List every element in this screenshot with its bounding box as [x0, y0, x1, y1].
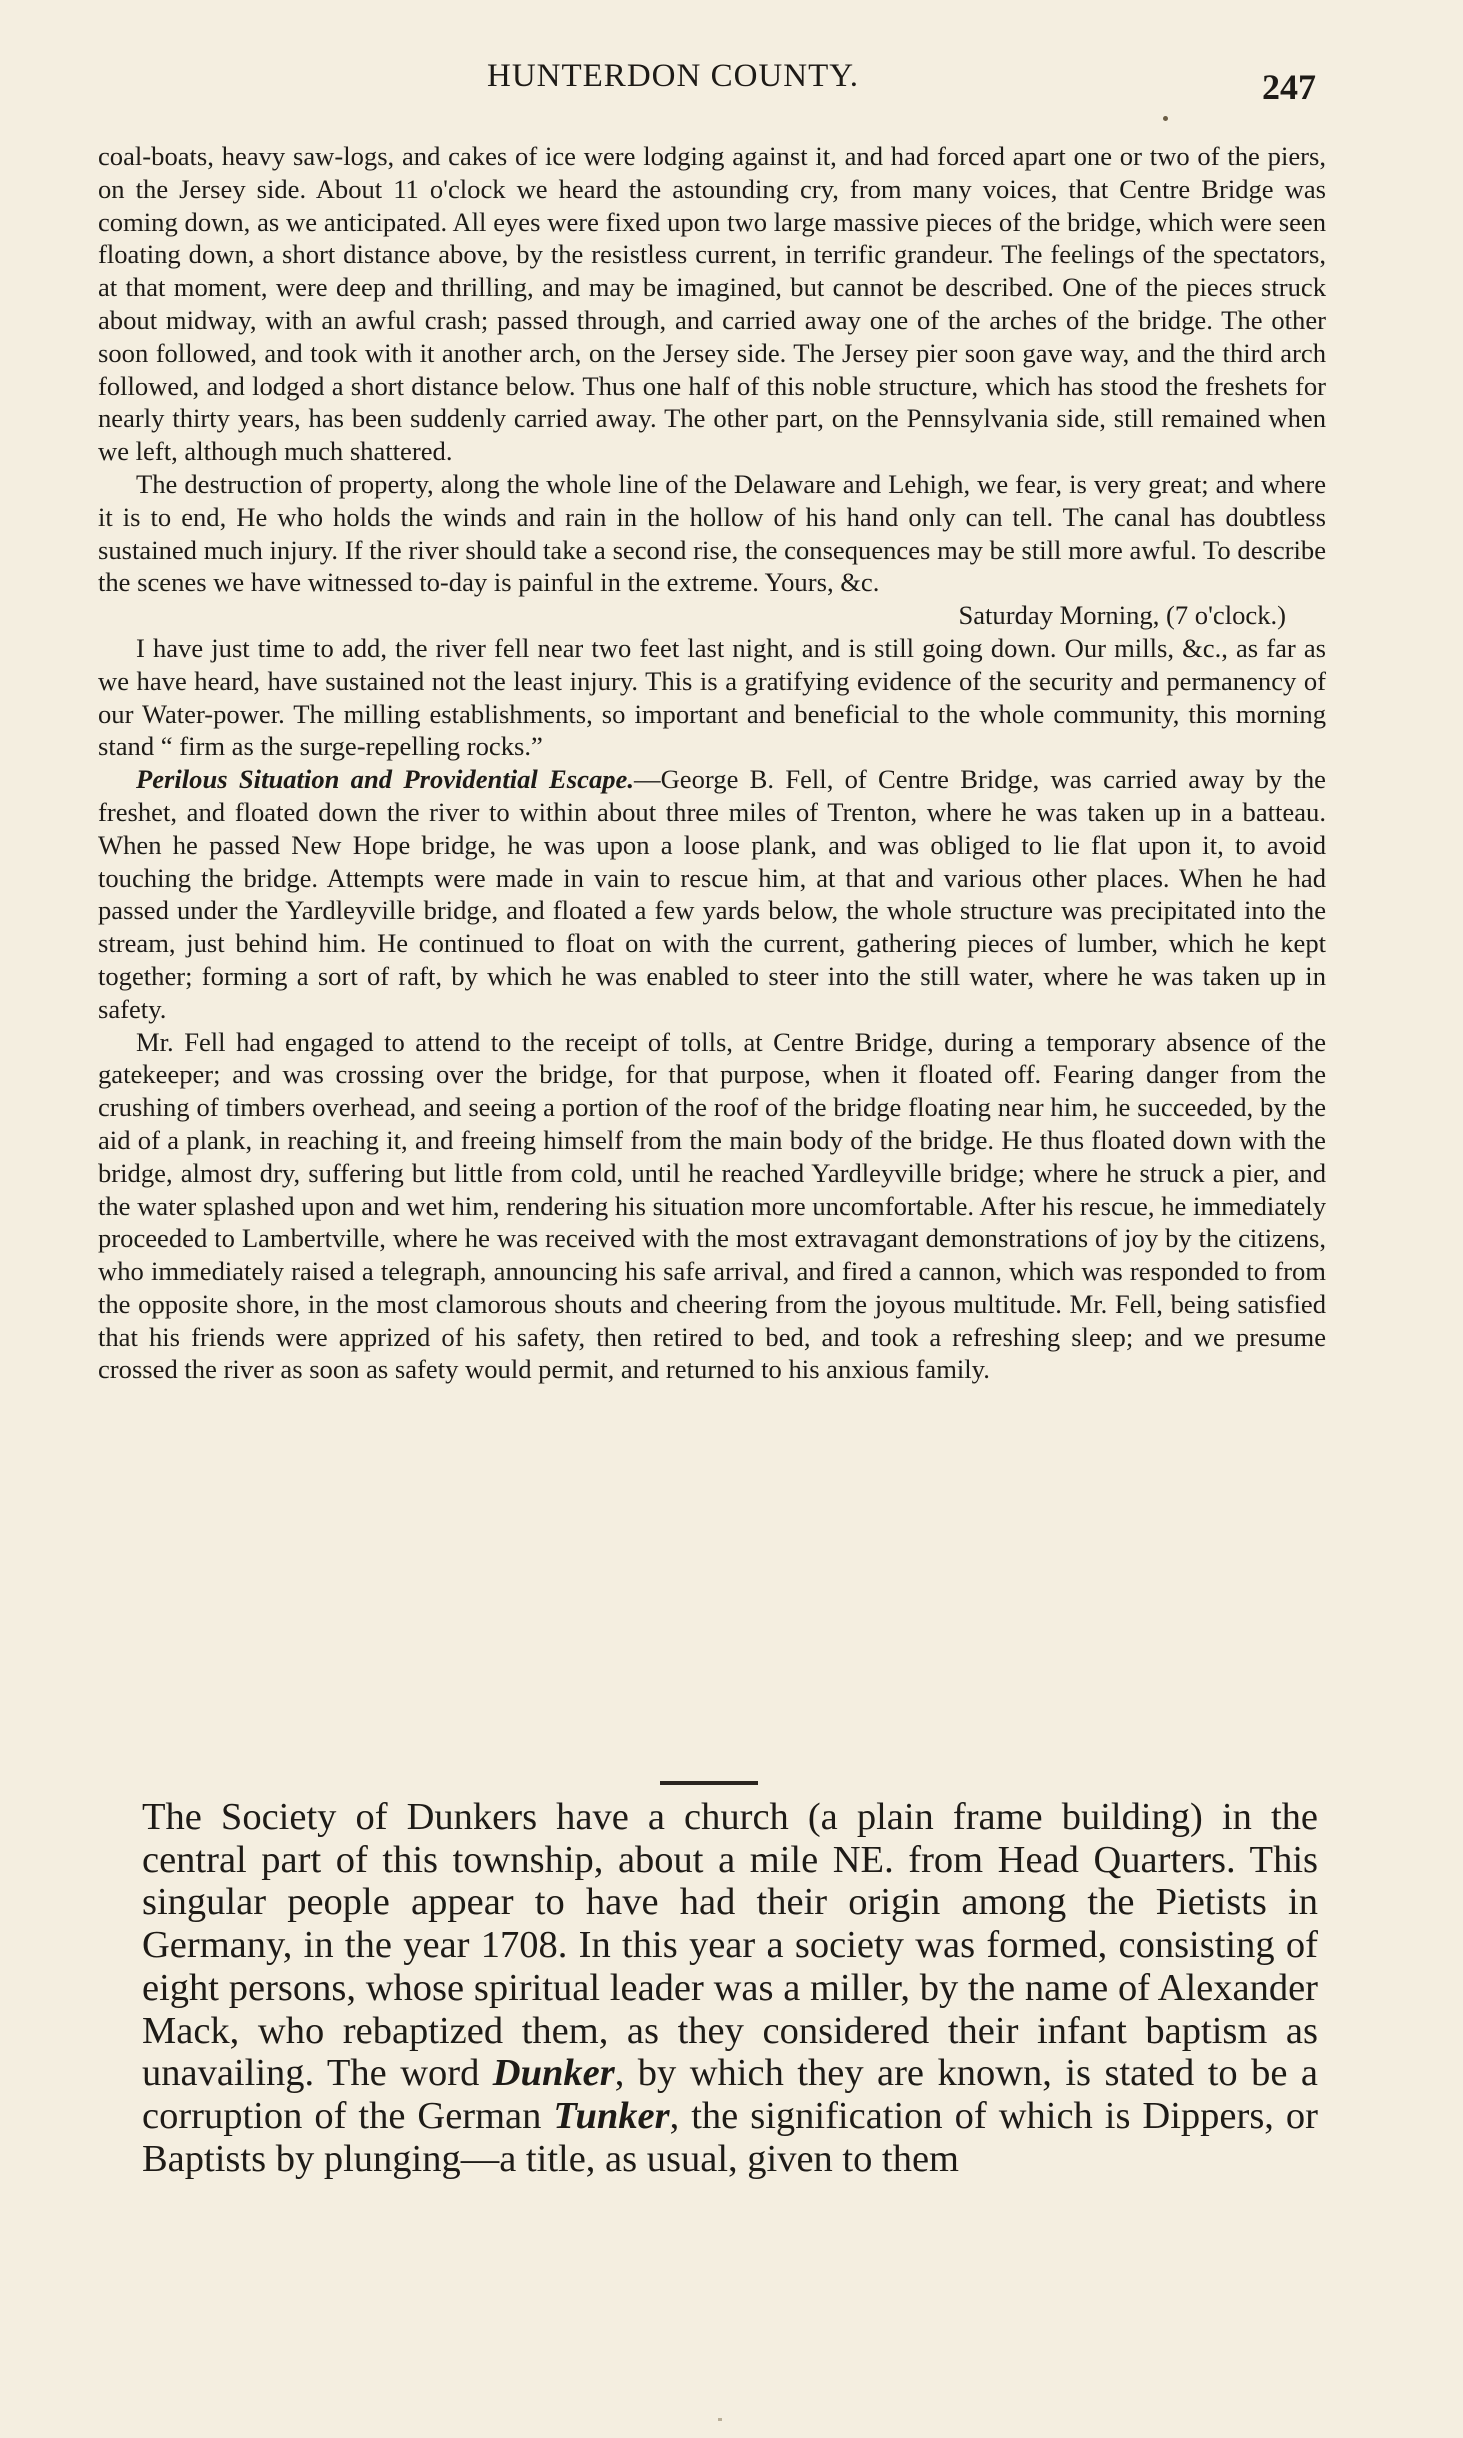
dateline: Saturday Morning, (7 o'clock.)	[958, 600, 1286, 631]
paragraph-destruction: The destruction of property, along the whole line of the Delaware and Lehigh, we fear, is very great; and where it is to end, He who holds the winds and rain in the hollow of his hand only can tell. The canal has doubtless sustained much injury. If the river should take a second rise, the consequences may be still more awful. To describe the scenes we have witnessed to-day is painful in the extreme. Yours, &c.	[98, 468, 1326, 598]
term-tunker: Tunker	[553, 2094, 670, 2137]
paragraph-dunkers	[142, 1796, 1318, 2180]
escape-heading: Perilous Situation and Providential Escape.	[136, 764, 634, 795]
paragraph-mr-fell: Mr. Fell had engaged to attend to the receipt of tolls, at Centre Bridge, during a temporary absence of the gatekeeper; and was crossing over the bridge, for that purpose, when it floated off. Fearing danger from the crushing of timbers overhead, and seeing a portion of the roof of the bridge floating near him, he succeeded, by the aid of a plank, in reaching it, and freeing himself from the main body of the bridge. He thus floated down with the bridge, almost dry, suffering but little from cold, until he reached Yardleyville bridge; where he struck a pier, and the water splashed upon and wet him, rendering his situation more uncomfortable. After his rescue, he immediately proceeded to Lambertville, where he was received with the most extravagant demonstrations of joy by the citizens, who immediately raised a telegraph, announcing his safe arrival, and fired a cannon, which was responded to from the opposite shore, in the most clamorous shouts and cheering from the joyous multitude. Mr. Fell, being satisfied that his friends were apprized of his safety, then retired to bed, and took a refreshing sleep; and we presume crossed the river as soon as safety would permit, and returned to his anxious family.	[98, 1026, 1326, 1385]
page-header	[0, 58, 1463, 108]
page-number: 247	[1262, 67, 1316, 107]
large-type-section	[142, 1796, 1318, 2180]
dunkers-text-2: , by which they are known, is stated to be a corruption of the German	[142, 2052, 1318, 2137]
ink-speck	[1163, 116, 1168, 121]
section-divider	[660, 1781, 758, 1785]
paragraph-perilous-escape	[98, 763, 1326, 1025]
term-dunker: Dunker	[492, 2052, 615, 2095]
paper-speck	[718, 2418, 722, 2421]
small-type-section	[98, 140, 1326, 1386]
dunkers-text-1: The Society of Dunkers have a church (a plain frame building) in the central part of this township, about a mile NE. from Head Quarters. This singular people appear to have had their origin among the Pietists in Germany, in the year 1708. In this year a society was formed, consisting of eight persons, whose spiritual leader was a miller, by the name of Alexander Mack, who rebaptized them, as they considered their infant baptism as unavailing. The word	[142, 1796, 1318, 2095]
running-head: HUNTERDON COUNTY.	[487, 58, 860, 94]
paragraph-bridge-collapse: coal-boats, heavy saw-logs, and cakes of ice were lodging against it, and had forced apart one or two of the piers, on the Jersey side. About 11 o'clock we heard the astounding cry, from many voices, that Centre Bridge was coming down, as we anticipated. All eyes were fixed upon two large massive pieces of the bridge, which were seen floating down, a short distance above, by the resistless current, in terrific grandeur. The feelings of the spectators, at that moment, were deep and thrilling, and may be imagined, but cannot be described. One of the pieces struck about midway, with an awful crash; passed through, and carried away one of the arches of the bridge. The other soon followed, and took with it another arch, on the Jersey side. The Jersey pier soon gave way, and the third arch followed, and lodged a short distance below. Thus one half of this noble structure, which has stood the freshets for nearly thirty years, has been suddenly carried away. The other part, on the Pennsylvania side, still remained when we left, although much shattered.	[98, 141, 1326, 467]
paragraph-postscript: I have just time to add, the river fell near two feet last night, and is still going down. Our mills, &c., as far as we have heard, have sustained not the least injury. This is a gratifying evidence of the security and permanency of our Water-power. The milling establishments, so important and beneficial to the whole community, this morning stand “ firm as the surge-repelling rocks.”	[98, 632, 1326, 762]
dunkers-text-3: , the signification of which is Dippers, or Baptists by plunging—a title, as usual, given to them	[142, 2094, 1318, 2180]
escape-text: —George B. Fell, of Centre Bridge, was carried away by the freshet, and floated down the river to within about three miles of Trenton, where he was taken up in a batteau. When he passed New Hope bridge, he was upon a loose plank, and was obliged to lie flat upon it, to avoid touching the bridge. Attempts were made in vain to rescue him, at that and various other places. When he had passed under the Yardleyville bridge, and floated a few yards below, the whole structure was precipitated into the stream, just behind him. He continued to float on with the current, gathering pieces of lumber, which he kept together; forming a sort of raft, by which he was enabled to steer into the still water, where he was taken up in safety.	[98, 764, 1326, 1024]
